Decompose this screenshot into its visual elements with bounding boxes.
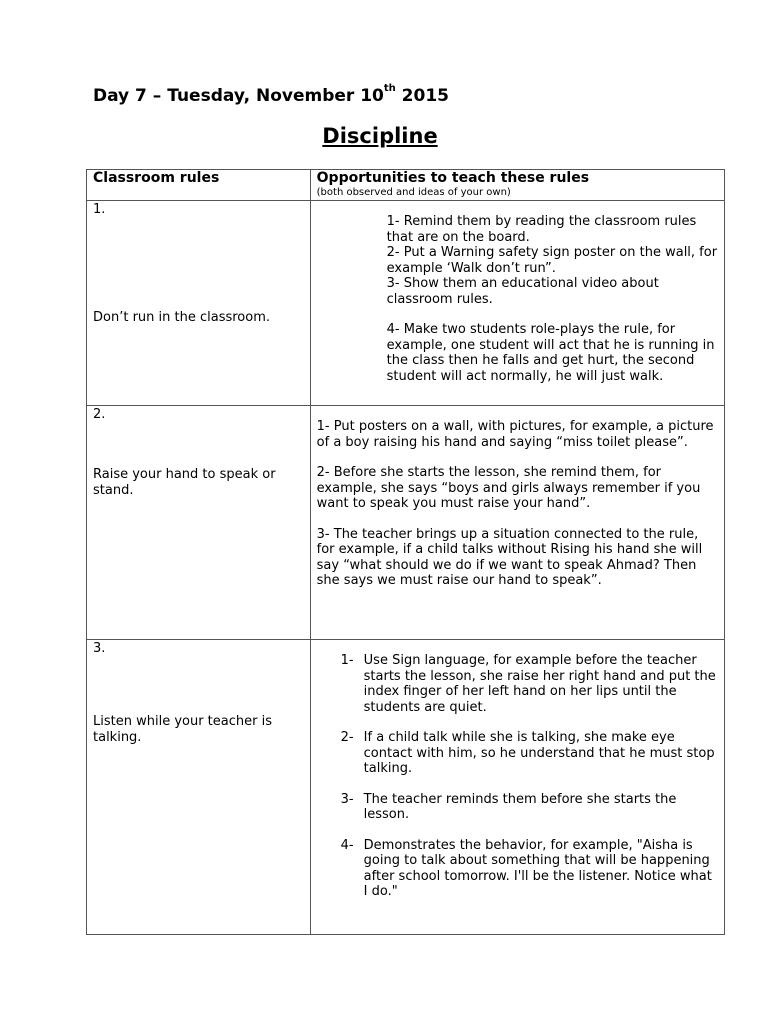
- table-header-row: [87, 170, 725, 201]
- opportunities-cell: [310, 640, 724, 935]
- rule-cell: [87, 201, 311, 406]
- list-item: 1- Use Sign language, for example before the teacher starts the lesson, she raise her right hand and put the index finger of her left hand on her lips until the students are quiet.: [340, 653, 716, 715]
- list-item: 2- Before she starts the lesson, she remind them, for example, she says “boys and girls always remember if you want to speak you must raise your hand”.: [316, 465, 701, 511]
- rule-cell: [87, 640, 311, 935]
- ordinal-suffix: th: [383, 83, 396, 94]
- rule-text: Don’t run in the classroom.: [93, 310, 271, 325]
- rule-cell: [87, 406, 311, 640]
- list-item: 3- Show them an educational video about classroom rules.: [386, 276, 659, 307]
- col-header-opportunities: Opportunities to teach these rules (both observed and ideas of your own): [310, 170, 724, 201]
- rule-number: 1.: [93, 202, 106, 217]
- list-item: 1- Put posters on a wall, with pictures, for example, a picture of a boy raising his hand and saying “miss toilet please”.: [316, 419, 714, 450]
- table-row: [87, 406, 725, 640]
- page-title: Discipline: [322, 124, 438, 148]
- col-subheader: (both observed and ideas of your own): [316, 186, 511, 198]
- rules-table: [86, 169, 725, 935]
- list-item: 1- Remind them by reading the classroom rules that are on the board.: [386, 214, 697, 245]
- day-heading: Day 7 – Tuesday, November 10th 2015: [93, 83, 449, 106]
- rule-text: Listen while your teacher is talking.: [93, 714, 272, 745]
- opportunities-cell: [310, 406, 724, 640]
- table-row: [87, 640, 725, 935]
- col-header-classroom-rules: Classroom rules: [87, 170, 311, 201]
- opportunities-list: [387, 214, 718, 384]
- list-item: 4- Make two students role-plays the rule, for example, one student will act that he is running in the class then he falls and get hurt, the second student will act normally, he will just walk.: [386, 322, 715, 384]
- rule-number: 3.: [93, 641, 106, 656]
- rule-text: Raise your hand to speak or stand.: [93, 467, 276, 498]
- list-item: 4- Demonstrates the behavior, for example, "Aisha is going to talk about something that will be happening after school tomorrow. I'll be the listener. Notice what I do.": [340, 837, 712, 899]
- list-item: 2- If a child talk while she is talking, she make eye contact with him, so he understand that he must stop talking.: [340, 730, 715, 776]
- list-item: 3- The teacher reminds them before she starts the lesson.: [340, 791, 677, 822]
- table-row: [87, 201, 725, 406]
- opportunities-cell: [310, 201, 724, 406]
- rule-number: 2.: [93, 407, 106, 422]
- opportunities-list: [317, 653, 718, 900]
- list-item: 2- Put a Warning safety sign poster on the wall, for example ‘Walk don’t run”.: [386, 245, 718, 276]
- list-item: 3- The teacher brings up a situation connected to the rule, for example, if a child talks without Rising his hand she will say “what should we do if we want to speak Ahmad? Then she says we must raise our hand to speak”.: [316, 526, 703, 588]
